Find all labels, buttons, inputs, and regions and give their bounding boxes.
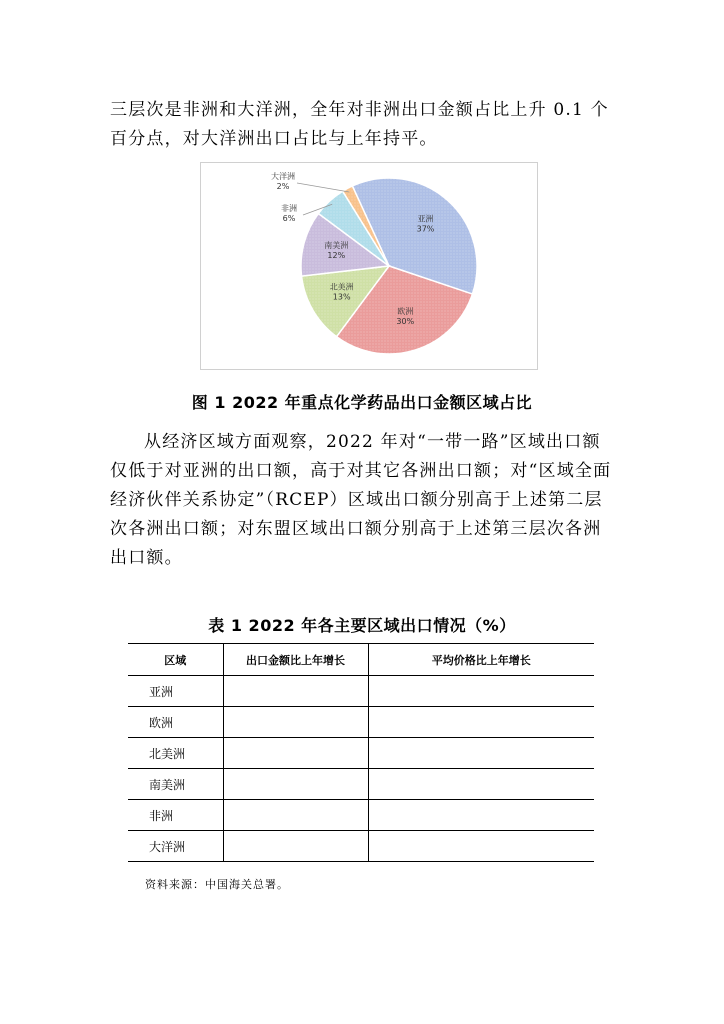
row-price-growth xyxy=(368,831,594,862)
row-export-growth xyxy=(223,707,368,738)
slice-value-label: 13% xyxy=(332,292,351,302)
row-export-growth xyxy=(223,800,368,831)
leader-line-oceania xyxy=(297,183,349,192)
row-price-growth xyxy=(368,769,594,800)
row-export-growth xyxy=(223,676,368,707)
table-row xyxy=(128,769,594,800)
row-export-growth xyxy=(223,738,368,769)
row-region: 非洲 xyxy=(128,800,223,831)
slice-value-label: 12% xyxy=(327,250,346,260)
header-export-growth: 出口金额比上年增长 xyxy=(223,644,368,676)
table-row xyxy=(128,800,594,831)
row-region: 北美洲 xyxy=(128,738,223,769)
slice-value-label: 2% xyxy=(276,182,290,191)
header-region: 区域 xyxy=(128,644,223,676)
slice-name-label: 欧洲 xyxy=(397,307,414,317)
row-price-growth xyxy=(368,738,594,769)
body-paragraph: 从经济区域方面观察，2022 年对“一带一路”区域出口额仅低于对亚洲的出口额，高于对其它各洲出口额；对“区域全面经济伙伴关系协定”（RCEP）区域出口额分别高于上述第二层次各洲出口额；对东盟区域出口额分别高于上述第三层次各洲出口额。 xyxy=(110,432,612,568)
row-region: 南美洲 xyxy=(128,769,223,800)
table-header-row xyxy=(128,644,594,676)
table-row xyxy=(128,707,594,738)
figure-caption: 图 1 2022 年重点化学药品出口金额区域占比 xyxy=(191,393,533,412)
slice-name-label: 北美洲 xyxy=(329,282,354,292)
row-region: 大洋洲 xyxy=(128,831,223,862)
slice-value-label: 6% xyxy=(282,214,296,223)
pie-chart xyxy=(200,162,538,370)
table-row xyxy=(128,738,594,769)
table-row xyxy=(128,676,594,707)
table-row xyxy=(128,831,594,862)
table-caption: 表 1 2022 年各主要区域出口情况（%） xyxy=(208,616,516,635)
region-export-table xyxy=(128,643,594,862)
slice-name-label: 亚洲 xyxy=(417,214,434,224)
pie-chart-svg xyxy=(201,163,537,369)
row-price-growth xyxy=(368,676,594,707)
slice-name-label: 大洋洲 xyxy=(271,172,295,181)
row-export-growth xyxy=(223,769,368,800)
row-price-growth xyxy=(368,707,594,738)
header-price-growth: 平均价格比上年增长 xyxy=(368,644,594,676)
intro-paragraph: 三层次是非洲和大洋洲，全年对非洲出口金额占比上升 0.1 个百分点，对大洋洲出口占比与上年持平。 xyxy=(110,100,609,149)
slice-name-label: 南美洲 xyxy=(324,240,349,250)
row-region: 亚洲 xyxy=(128,676,223,707)
slice-value-label: 30% xyxy=(396,317,415,327)
row-region: 欧洲 xyxy=(128,707,223,738)
source-note: 资料来源：中国海关总署。 xyxy=(145,878,289,891)
row-export-growth xyxy=(223,831,368,862)
row-price-growth xyxy=(368,800,594,831)
slice-value-label: 37% xyxy=(416,224,435,234)
slice-name-label: 非洲 xyxy=(281,204,297,213)
